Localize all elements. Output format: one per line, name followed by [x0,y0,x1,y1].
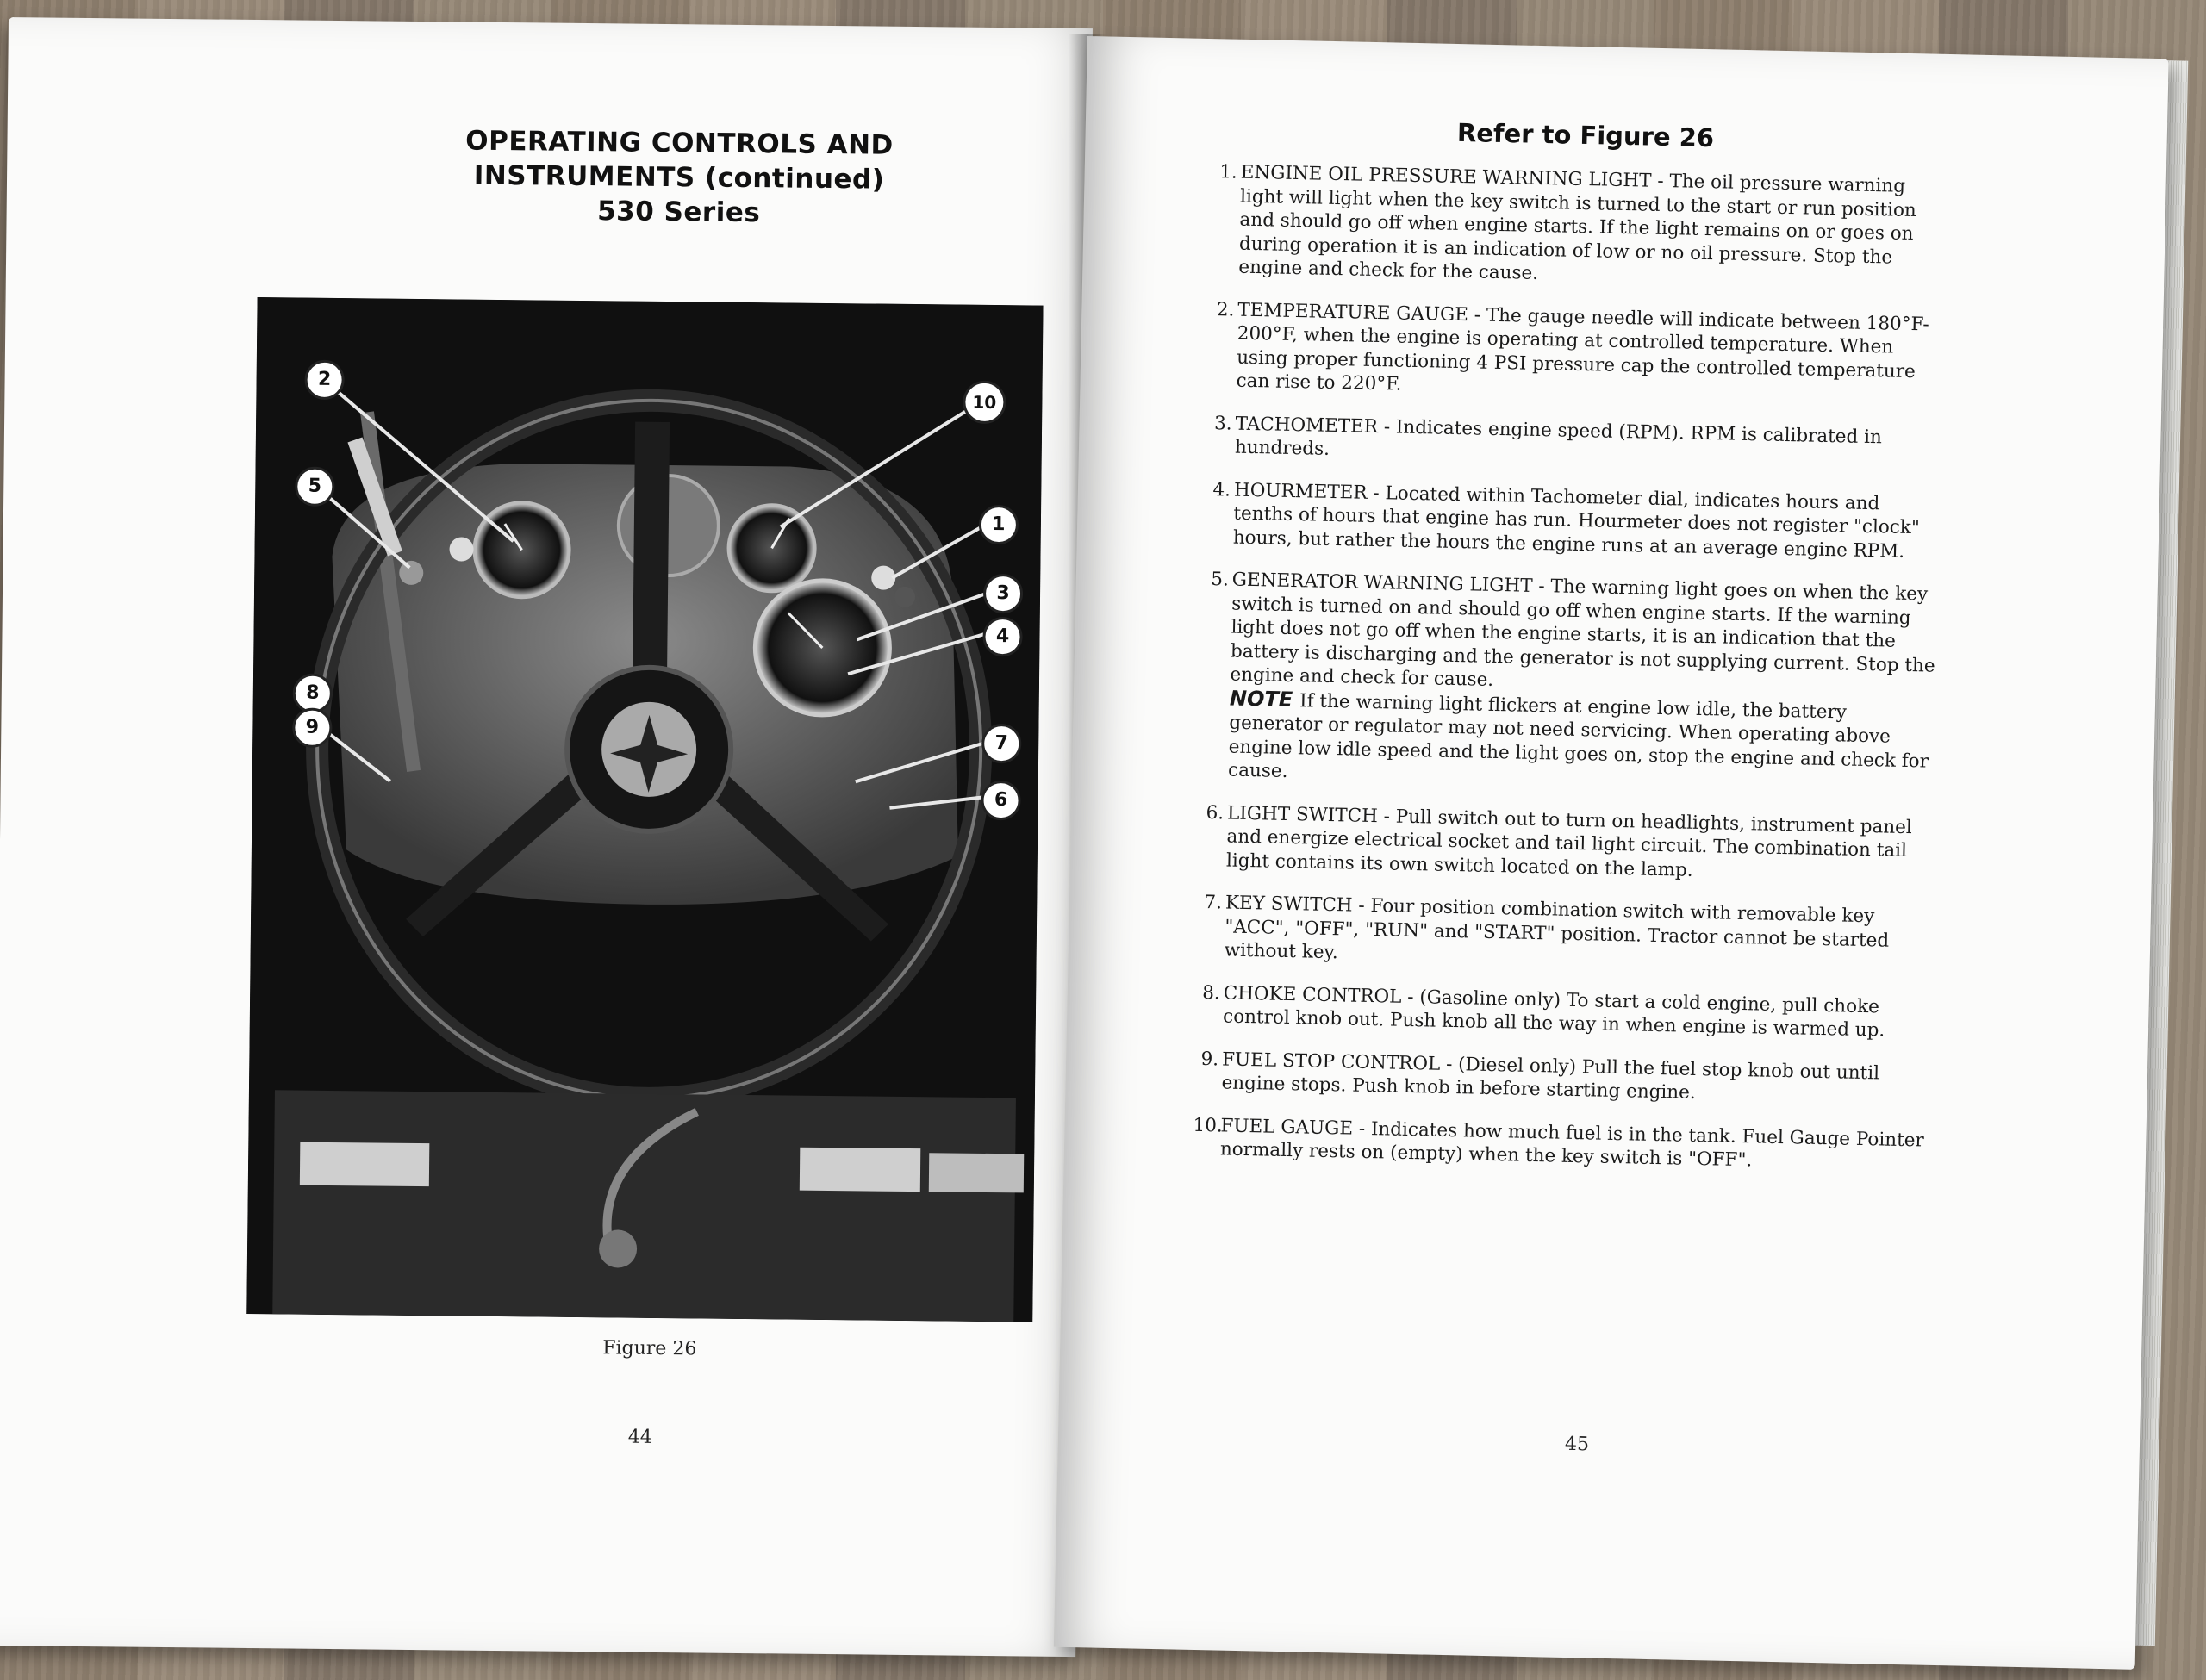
callout-8: 8 [293,673,333,712]
callout-6: 6 [981,781,1020,820]
refer-heading: Refer to Figure 26 [1456,117,1715,153]
callout-4: 4 [982,617,1022,656]
instrument-list [1192,160,1946,1195]
callout-3: 3 [983,574,1023,613]
list-item [1193,1113,1926,1176]
page-number-right: 45 [1564,1433,1590,1456]
figure-caption: Figure 26 [602,1337,697,1360]
item-text: LIGHT SWITCH - Pull switch out to turn on headlights, instrument panel and energize electrical socket and tail light circuit. The combination tail light contains its own switch located on the lamp. [1225,802,1913,881]
item-number: 8. [1201,981,1221,1004]
title-line-1: OPERATING CONTROLS AND [465,125,894,161]
item-text: KEY SWITCH - Four position combination switch with removable key "ACC", "OFF", "RUN" and "START" position. Tractor cannot be started without key. [1224,892,1890,964]
item-body [1228,569,1937,798]
list-item [1207,411,1941,474]
item-text: GENERATOR WARNING LIGHT - The warning light goes on when the key switch is turned on and should go off when engine starts. If the warning light does not go off when the engine starts, it is an indication that the battery is discharging and the generator is not supplying current. Stop the engine and check for cause. [1230,569,1935,691]
left-page [0,17,1093,1657]
list-item [1200,568,1937,797]
title-line-2: INSTRUMENTS (continued) [473,159,885,196]
item-text: FUEL GAUGE - Indicates how much fuel is in the tank. Fuel Gauge Pointer normally rests on (empty) when the key switch is "OFF". [1219,1114,1924,1172]
item-text: CHOKE CONTROL - (Gasoline only) To start a cold engine, pull choke control knob out. Push knob all the way in when engine is warmed up. [1222,981,1885,1042]
note-label: NOTE [1229,686,1293,712]
item-text: ENGINE OIL PRESSURE WARNING LIGHT - The oil pressure warning light will light when the key switch is turned to the start or run position and should go off when engine starts. If the light remains on or goes on during operation it is an indication of low or no oil pressure. Stop the engine and check for the cause. [1238,161,1917,284]
callout-9: 9 [292,707,332,747]
page-number-left: 44 [627,1426,652,1448]
item-number: 5. [1211,569,1230,591]
list-item [1193,1047,1927,1110]
callout-2: 2 [304,360,344,400]
item-text: TACHOMETER - Indicates engine speed (RPM). RPM is calibrated in hundreds. [1234,413,1883,460]
dashboard-illustration [246,297,1043,1322]
note-text: If the warning light flickers at engine low idle, the battery generator or regulator may not need servicing. When operating above engine low idle speed and the light goes on, stop the engine and check for cause. [1227,689,1929,782]
item-number: 4. [1212,478,1231,501]
list-item [1195,980,1929,1043]
item-number: 10. [1193,1114,1224,1136]
callout-5: 5 [295,467,334,507]
list-item [1197,891,1931,977]
item-number: 1. [1218,161,1237,184]
item-number: 2. [1216,298,1235,321]
callout-1: 1 [979,505,1019,544]
callout-10: 10 [963,381,1006,425]
item-text: HOURMETER - Located within Tachometer dial, indicates hours and tenths of hours that engine has run. Hourmeter does not register "clock" hours, but rather the hours the engine runs at an average engine RPM. [1232,479,1920,563]
item-number: 9. [1200,1048,1219,1070]
item-text: TEMPERATURE GAUGE - The gauge needle will indicate between 180°F-200°F, when the engine is operating at controlled temperature. When using proper functioning 4 PSI pressure cap the controlled temperature can rise to 220°F. [1236,299,1929,395]
item-number: 6. [1206,801,1225,824]
list-item [1208,297,1942,408]
item-number: 3. [1213,412,1232,435]
item-number: 7. [1204,891,1223,914]
list-item [1206,477,1940,563]
title-line-3: 530 Series [596,196,761,229]
figure-26-photo [246,297,1043,1322]
list-item [1211,160,1946,294]
callout-7: 7 [981,724,1021,763]
page-title [368,122,989,233]
list-item [1199,800,1933,887]
item-text: FUEL STOP CONTROL - (Diesel only) Pull the fuel stop knob out until engine stops. Push knob in before starting engine. [1221,1048,1880,1104]
